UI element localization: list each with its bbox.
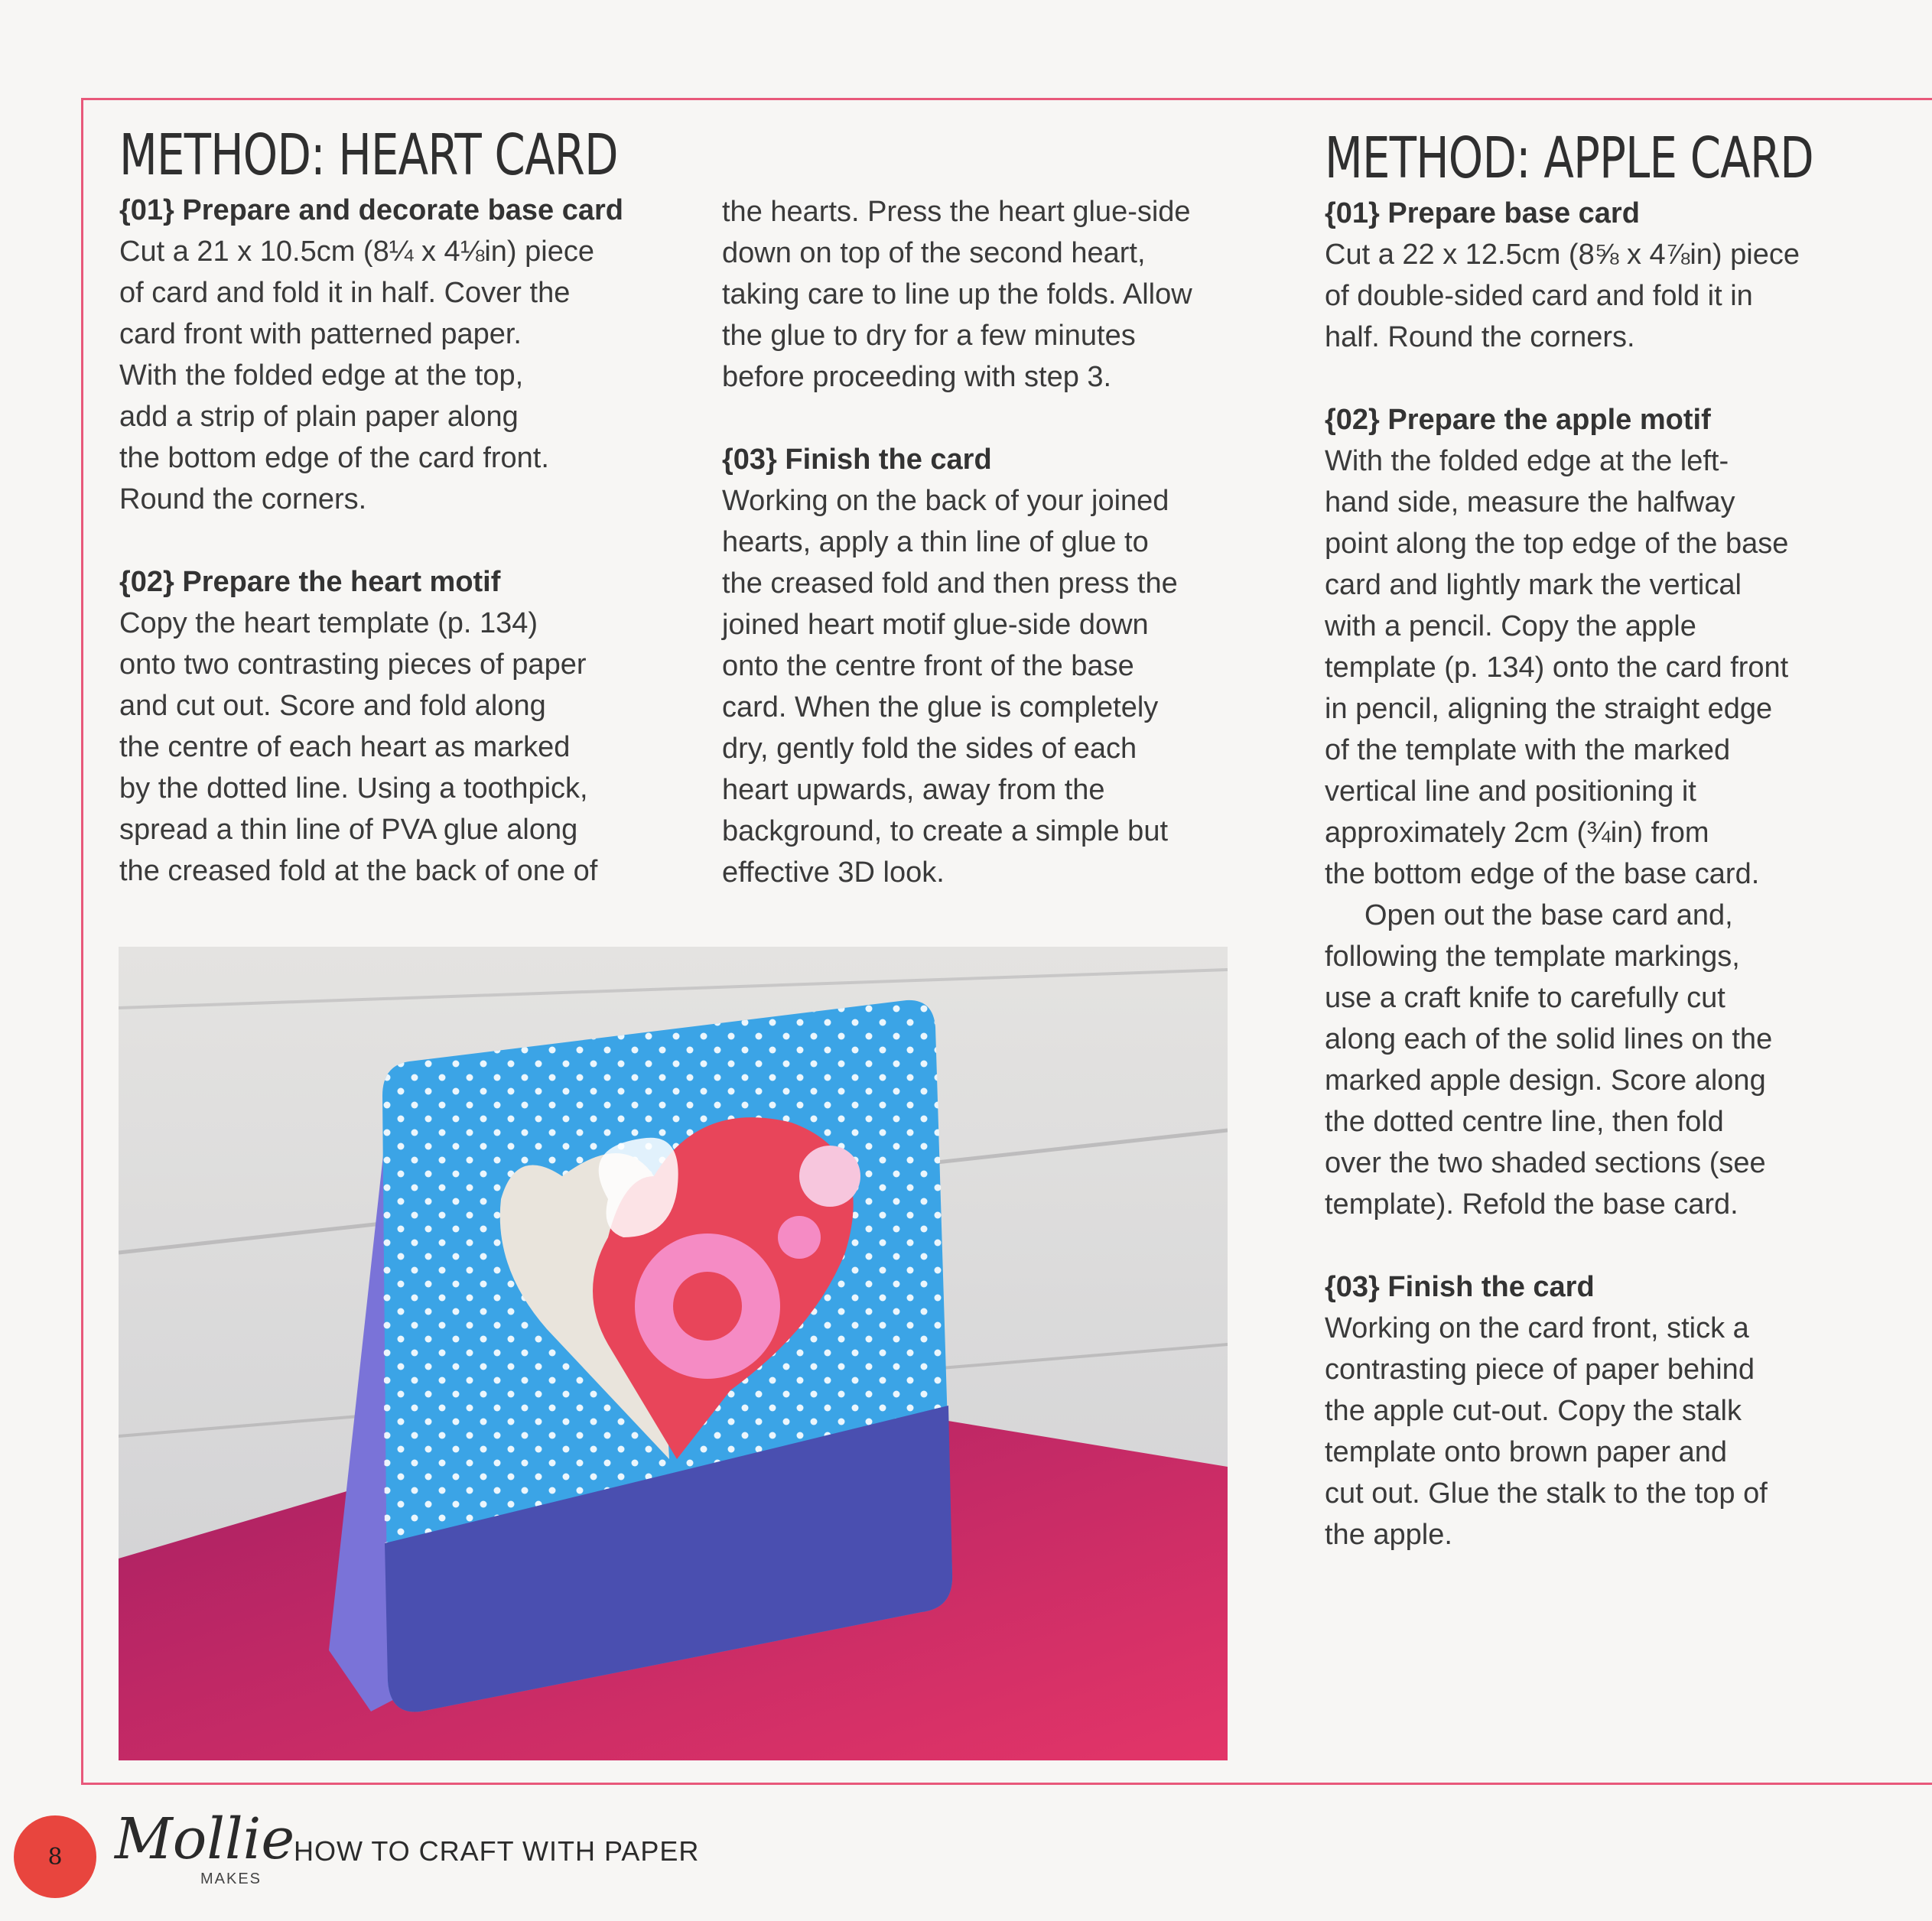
heart-step2-continued xyxy=(722,191,1273,398)
heart-step2-heading: {02} Prepare the heart motif xyxy=(119,566,501,598)
heart-column-left xyxy=(119,121,670,892)
text-line: the bottom edge of the card front. xyxy=(119,442,549,474)
text-line: template). Refold the base card. xyxy=(1325,1188,1738,1221)
text-line: Working on the card front, stick a xyxy=(1325,1312,1749,1344)
text-line: over the two shaded sections (see xyxy=(1325,1147,1766,1179)
text-line: With the folded edge at the top, xyxy=(119,359,524,392)
heart-step3-text xyxy=(722,480,1273,893)
text-line: of double-sided card and fold it in xyxy=(1325,280,1753,312)
text-line: onto the centre front of the base xyxy=(722,650,1134,682)
text-line: Open out the base card and, xyxy=(1364,899,1733,931)
text-line: effective 3D look. xyxy=(722,856,945,889)
text-line: by the dotted line. Using a toothpick, xyxy=(119,772,588,804)
text-line: spread a thin line of PVA glue along xyxy=(119,814,578,846)
text-line: approximately 2cm (¾in) from xyxy=(1325,817,1709,849)
text-line: Copy the heart template (p. 134) xyxy=(119,607,538,639)
text-line: the creased fold and then press the xyxy=(722,567,1178,600)
text-line: onto two contrasting pieces of paper xyxy=(119,648,587,681)
text-line: use a craft knife to carefully cut xyxy=(1325,982,1725,1014)
text-line: card and lightly mark the vertical xyxy=(1325,569,1742,601)
text-line: Cut a 21 x 10.5cm (8¼ x 4⅛in) piece xyxy=(119,236,594,268)
apple-step2-text xyxy=(1325,440,1860,1225)
text-line: hearts, apply a thin line of glue to xyxy=(722,526,1149,558)
text-line: the apple. xyxy=(1325,1519,1452,1551)
text-line: background, to create a simple but xyxy=(722,815,1169,847)
text-line: taking care to line up the folds. Allow xyxy=(722,278,1192,310)
heart-step1-text xyxy=(119,231,670,520)
text-line: hand side, measure the halfway xyxy=(1325,486,1735,518)
text-line: vertical line and positioning it xyxy=(1325,775,1696,808)
heart-step1-heading: {01} Prepare and decorate base card xyxy=(119,194,624,226)
text-line: the glue to dry for a few minutes xyxy=(722,320,1136,352)
text-line: contrasting piece of paper behind xyxy=(1325,1354,1755,1386)
text-line: joined heart motif glue-side down xyxy=(722,609,1149,641)
text-line: and cut out. Score and fold along xyxy=(119,690,546,722)
text-line: the hearts. Press the heart glue-side xyxy=(722,196,1191,228)
apple-step1-text xyxy=(1325,234,1860,358)
text-line: half. Round the corners. xyxy=(1325,321,1635,353)
apple-method-title: METHOD: APPLE CARD xyxy=(1325,125,1813,191)
text-line: point along the top edge of the base xyxy=(1325,528,1789,560)
text-line: Working on the back of your joined xyxy=(722,485,1169,517)
apple-column xyxy=(1325,124,1860,1555)
text-line: add a strip of plain paper along xyxy=(119,401,519,433)
text-line: along each of the solid lines on the xyxy=(1325,1023,1773,1055)
page-number-badge: 8 xyxy=(14,1815,96,1898)
text-line: in pencil, aligning the straight edge xyxy=(1325,693,1773,725)
text-line: the dotted centre line, then fold xyxy=(1325,1106,1724,1138)
text-line: With the folded edge at the left- xyxy=(1325,445,1729,477)
text-line: the creased fold at the back of one of xyxy=(119,855,598,887)
brand-logo: Mollie xyxy=(115,1806,295,1872)
heart-step3-heading: {03} Finish the card xyxy=(722,444,992,476)
heart-card-photo xyxy=(119,947,1228,1760)
text-line: Cut a 22 x 12.5cm (8⅝ x 4⅞in) piece xyxy=(1325,239,1800,271)
book-title: HOW TO CRAFT WITH PAPER xyxy=(294,1835,700,1867)
text-line: card. When the glue is completely xyxy=(722,691,1159,723)
heart-column-right xyxy=(722,191,1273,893)
heart-step2-text xyxy=(119,603,670,892)
text-line: down on top of the second heart, xyxy=(722,237,1146,269)
text-line: before proceeding with step 3. xyxy=(722,361,1112,393)
apple-step3-text xyxy=(1325,1308,1860,1555)
text-line: cut out. Glue the stalk to the top of xyxy=(1325,1477,1768,1510)
text-line: the apple cut-out. Copy the stalk xyxy=(1325,1395,1742,1427)
text-line: of the template with the marked xyxy=(1325,734,1731,766)
text-line: Round the corners. xyxy=(119,483,367,515)
text-line: template (p. 134) onto the card front xyxy=(1325,652,1789,684)
heart-method-title: METHOD: HEART CARD xyxy=(119,122,618,188)
apple-step2-heading: {02} Prepare the apple motif xyxy=(1325,404,1711,436)
text-line: of card and fold it in half. Cover the xyxy=(119,277,571,309)
apple-step1-heading: {01} Prepare base card xyxy=(1325,197,1640,229)
text-line: the centre of each heart as marked xyxy=(119,731,571,763)
text-line: with a pencil. Copy the apple xyxy=(1325,610,1696,642)
text-line: template onto brown paper and xyxy=(1325,1436,1728,1468)
text-line: dry, gently fold the sides of each xyxy=(722,733,1137,765)
text-line: following the template markings, xyxy=(1325,941,1740,973)
text-line: the bottom edge of the base card. xyxy=(1325,858,1760,890)
text-line: marked apple design. Score along xyxy=(1325,1065,1766,1097)
text-line: heart upwards, away from the xyxy=(722,774,1105,806)
text-line: card front with patterned paper. xyxy=(119,318,522,350)
brand-logo-sub: MAKES xyxy=(200,1871,262,1887)
apple-step3-heading: {03} Finish the card xyxy=(1325,1271,1595,1303)
